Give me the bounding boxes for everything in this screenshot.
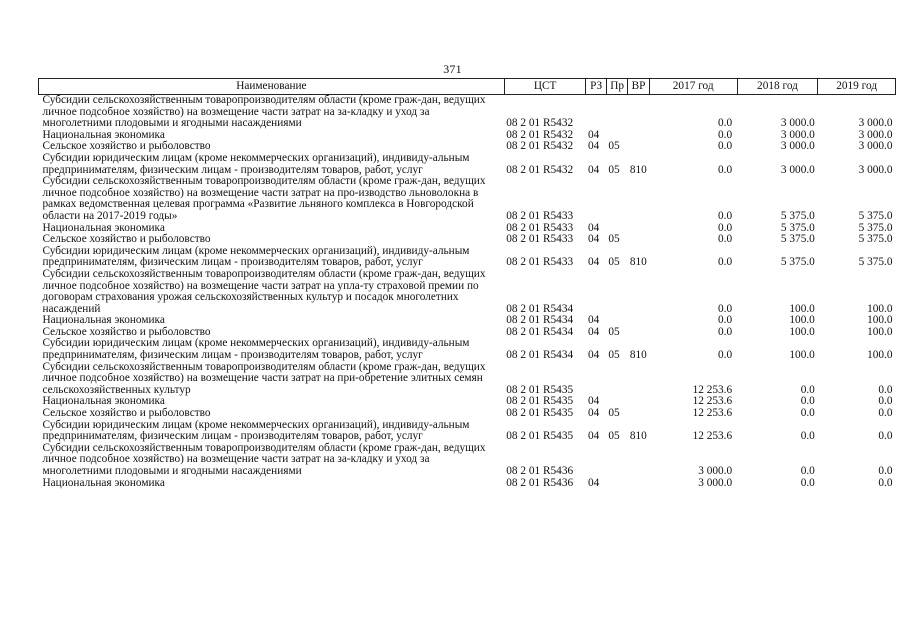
- table-row: [39, 362, 896, 397]
- row-pr: [606, 176, 627, 222]
- row-2018: 5 375.0: [780, 209, 815, 222]
- row-cst: 08 2 01 R5433: [506, 221, 574, 234]
- row-name: Национальная экономика: [42, 128, 165, 141]
- row-2019: 3 000.0: [858, 128, 893, 141]
- row-2019: 5 375.0: [858, 209, 893, 222]
- row-2018: 3 000.0: [780, 128, 815, 141]
- row-vr: [628, 443, 649, 478]
- row-2017: 0.0: [718, 117, 733, 130]
- row-2019: 100.0: [867, 325, 893, 338]
- row-vr: [628, 315, 649, 327]
- row-name: Национальная экономика: [42, 395, 165, 408]
- row-cst: 08 2 01 R5435: [506, 430, 574, 443]
- row-vr: 810: [629, 163, 647, 176]
- row-2018: 100.0: [789, 314, 815, 327]
- row-2017: 0.0: [718, 140, 733, 153]
- row-rz: [586, 269, 606, 315]
- row-2018: 5 375.0: [780, 233, 815, 246]
- table-body: [39, 95, 896, 490]
- row-2019: 3 000.0: [858, 117, 893, 130]
- row-vr: [628, 327, 649, 339]
- row-rz: 04: [587, 256, 600, 269]
- row-pr: 05: [608, 163, 620, 176]
- table-row: [39, 95, 896, 130]
- row-name: Субсидии юридическим лицам (кроме некоммерческих организаций), индивиду-альным предпринимателям, физическим лицам - производителям товаров, работ, услуг: [42, 418, 470, 443]
- row-vr: [628, 408, 649, 420]
- row-2017: 0.0: [718, 325, 733, 338]
- row-cst: 08 2 01 R5432: [506, 128, 574, 141]
- table-row: [39, 234, 896, 246]
- row-2017: 12 253.6: [692, 430, 733, 443]
- row-2017: 0.0: [718, 314, 733, 327]
- row-2017: 0.0: [718, 302, 733, 315]
- row-2019: 100.0: [867, 349, 893, 362]
- row-rz: [586, 176, 606, 222]
- row-2018: 0.0: [800, 395, 815, 408]
- row-2018: 100.0: [789, 349, 815, 362]
- row-name: Сельское хозяйство и рыболовство: [42, 140, 211, 153]
- row-rz: 04: [587, 314, 600, 327]
- row-vr: [628, 478, 649, 490]
- header-2017: 2017 год: [649, 79, 737, 95]
- table-row: [39, 443, 896, 478]
- row-2019: 5 375.0: [858, 233, 893, 246]
- row-rz: [586, 95, 606, 130]
- row-cst: 08 2 01 R5434: [506, 302, 574, 315]
- row-pr: 05: [608, 325, 620, 338]
- row-rz: [586, 362, 606, 397]
- row-2018: 0.0: [800, 430, 815, 443]
- row-vr: [628, 223, 649, 235]
- row-rz: 04: [587, 476, 600, 489]
- row-name: Сельское хозяйство и рыболовство: [42, 325, 211, 338]
- row-2017: 0.0: [718, 128, 733, 141]
- row-pr: 05: [608, 430, 620, 443]
- row-2019: 100.0: [867, 302, 893, 315]
- header-name: Наименование: [39, 79, 505, 95]
- row-2017: 0.0: [718, 209, 733, 222]
- row-2017: 0.0: [718, 233, 733, 246]
- row-pr: [606, 478, 627, 490]
- row-2019: 0.0: [878, 395, 893, 408]
- row-2017: 12 253.6: [692, 395, 733, 408]
- row-2019: 0.0: [878, 476, 893, 489]
- row-2018: 100.0: [789, 302, 815, 315]
- row-2018: 0.0: [800, 407, 815, 420]
- row-vr: [628, 130, 649, 142]
- row-2019: 0.0: [878, 407, 893, 420]
- row-name: Субсидии сельскохозяйственным товаропроизводителям области (кроме граж-дан, ведущих личное подсобное хозяйство) на возмещение части затрат на за-кладку и уход за многолетними плодовыми и ягодными насаждениями: [42, 441, 486, 477]
- row-2017: 0.0: [718, 349, 733, 362]
- row-cst: 08 2 01 R5436: [506, 465, 574, 477]
- row-cst: 08 2 01 R5432: [506, 117, 574, 130]
- row-rz: 04: [587, 233, 600, 246]
- header-vr: ВР: [628, 79, 649, 95]
- header-cst: ЦСТ: [504, 79, 586, 95]
- row-name: Субсидии сельскохозяйственным товаропроизводителям области (кроме граж-дан, ведущих личное подсобное хозяйство) на возмещение части затрат на упла-ту страховой премии по договорам страхования урожая сельскохозяйственных культур и посадок многолетних насаждений: [42, 267, 486, 315]
- row-rz: 04: [587, 221, 600, 234]
- row-vr: 810: [629, 349, 647, 362]
- row-name: Национальная экономика: [42, 314, 165, 327]
- row-2018: 0.0: [800, 476, 815, 489]
- row-2019: 5 375.0: [858, 221, 893, 234]
- row-2019: 5 375.0: [858, 256, 893, 269]
- row-pr: [606, 443, 627, 478]
- row-2019: 0.0: [878, 430, 893, 443]
- row-rz: 04: [587, 325, 600, 338]
- row-vr: [628, 362, 649, 397]
- row-pr: 05: [608, 256, 620, 269]
- row-pr: [606, 362, 627, 397]
- row-name: Национальная экономика: [42, 476, 165, 489]
- row-2018: 5 375.0: [780, 221, 815, 234]
- row-name: Сельское хозяйство и рыболовство: [42, 233, 211, 246]
- header-rz: РЗ: [586, 79, 606, 95]
- row-2018: 5 375.0: [780, 256, 815, 269]
- row-2017: 0.0: [718, 221, 733, 234]
- row-rz: [586, 443, 606, 478]
- row-2017: 3 000.0: [698, 476, 733, 489]
- row-pr: 05: [608, 349, 620, 362]
- row-rz: 04: [587, 140, 600, 153]
- row-cst: 08 2 01 R5433: [506, 233, 574, 246]
- row-vr: [628, 141, 649, 153]
- row-2017: 12 253.6: [692, 383, 733, 396]
- row-2018: 3 000.0: [780, 117, 815, 130]
- row-2017: 3 000.0: [698, 465, 733, 477]
- row-name: Субсидии сельскохозяйственным товаропроизводителям области (кроме граж-дан, ведущих личное подсобное хозяйство) на возмещение части затрат на при-обретение элитных семян сельскохозяйственных культур: [42, 360, 486, 396]
- table-row: [39, 338, 896, 361]
- header-pr: Пр: [606, 79, 627, 95]
- table-row: [39, 153, 896, 176]
- table-row: [39, 420, 896, 443]
- row-cst: 08 2 01 R5434: [506, 325, 574, 338]
- row-2019: 100.0: [867, 314, 893, 327]
- row-vr: [628, 234, 649, 246]
- row-name: Сельское хозяйство и рыболовство: [42, 407, 211, 420]
- row-name: Субсидии сельскохозяйственным товаропроизводителям области (кроме граж-дан, ведущих личное подсобное хозяйство) на возмещение части затрат на про-изводство льноволокна в рамках ведомственная целевая программа «Развитие льняного комплекса в Новгородской области на 2017-2019 годы»: [42, 175, 486, 222]
- row-rz: 04: [587, 430, 600, 443]
- row-cst: 08 2 01 R5434: [506, 349, 574, 362]
- row-pr: 05: [608, 140, 620, 153]
- row-name: Субсидии юридическим лицам (кроме некоммерческих организаций), индивиду-альным предпринимателям, физическим лицам - производителям товаров, работ, услуг: [42, 244, 470, 269]
- row-2017: 0.0: [718, 163, 733, 176]
- table-row: [39, 269, 896, 315]
- row-name: Субсидии сельскохозяйственным товаропроизводителям области (кроме граж-дан, ведущих личное подсобное хозяйство) на возмещение части затрат на за-кладку и уход за многолетними плодовыми и ягодными насаждениями: [42, 94, 486, 130]
- row-2018: 3 000.0: [780, 140, 815, 153]
- row-2019: 3 000.0: [858, 163, 893, 176]
- row-vr: [628, 176, 649, 222]
- row-2018: 3 000.0: [780, 163, 815, 176]
- row-vr: 810: [629, 430, 647, 443]
- row-2018: 0.0: [800, 383, 815, 396]
- row-cst: 08 2 01 R5434: [506, 314, 574, 327]
- row-vr: [628, 396, 649, 408]
- row-pr: [606, 95, 627, 130]
- row-cst: 08 2 01 R5432: [506, 163, 574, 176]
- header-2019: 2019 год: [818, 79, 896, 95]
- row-rz: 04: [587, 395, 600, 408]
- row-pr: 05: [608, 407, 620, 420]
- row-name: Субсидии юридическим лицам (кроме некоммерческих организаций), индивиду-альным предпринимателям, физическим лицам - производителям товаров, работ, услуг: [42, 337, 470, 362]
- table-header: [39, 79, 896, 95]
- row-rz: 04: [587, 407, 600, 420]
- row-name: Национальная экономика: [42, 221, 165, 234]
- row-cst: 08 2 01 R5435: [506, 395, 574, 408]
- row-2018: 100.0: [789, 325, 815, 338]
- page-number: 371: [443, 62, 462, 76]
- table-row: [39, 176, 896, 222]
- row-2019: 3 000.0: [858, 140, 893, 153]
- row-vr: [628, 269, 649, 315]
- row-2017: 0.0: [718, 256, 733, 269]
- row-cst: 08 2 01 R5433: [506, 209, 574, 222]
- row-2019: 0.0: [878, 383, 893, 396]
- row-vr: [628, 95, 649, 130]
- row-2019: 0.0: [878, 465, 893, 477]
- row-2017: 12 253.6: [692, 407, 733, 420]
- row-rz: 04: [587, 128, 600, 141]
- row-cst: 08 2 01 R5433: [506, 256, 574, 269]
- row-rz: 04: [587, 349, 600, 362]
- row-pr: [606, 269, 627, 315]
- table-row: [39, 478, 896, 490]
- row-rz: 04: [587, 163, 600, 176]
- row-cst: 08 2 01 R5435: [506, 383, 574, 396]
- row-vr: 810: [629, 256, 647, 269]
- budget-table: [38, 78, 896, 489]
- row-2018: 0.0: [800, 465, 815, 477]
- row-cst: 08 2 01 R5435: [506, 407, 574, 420]
- row-name: Субсидии юридическим лицам (кроме некоммерческих организаций), индивиду-альным предпринимателям, физическим лицам - производителям товаров, работ, услуг: [42, 151, 470, 176]
- row-cst: 08 2 01 R5432: [506, 140, 574, 153]
- header-2018: 2018 год: [737, 79, 818, 95]
- table-row: [39, 408, 896, 420]
- row-cst: 08 2 01 R5436: [506, 476, 574, 489]
- table-row: [39, 246, 896, 269]
- row-pr: 05: [608, 233, 620, 246]
